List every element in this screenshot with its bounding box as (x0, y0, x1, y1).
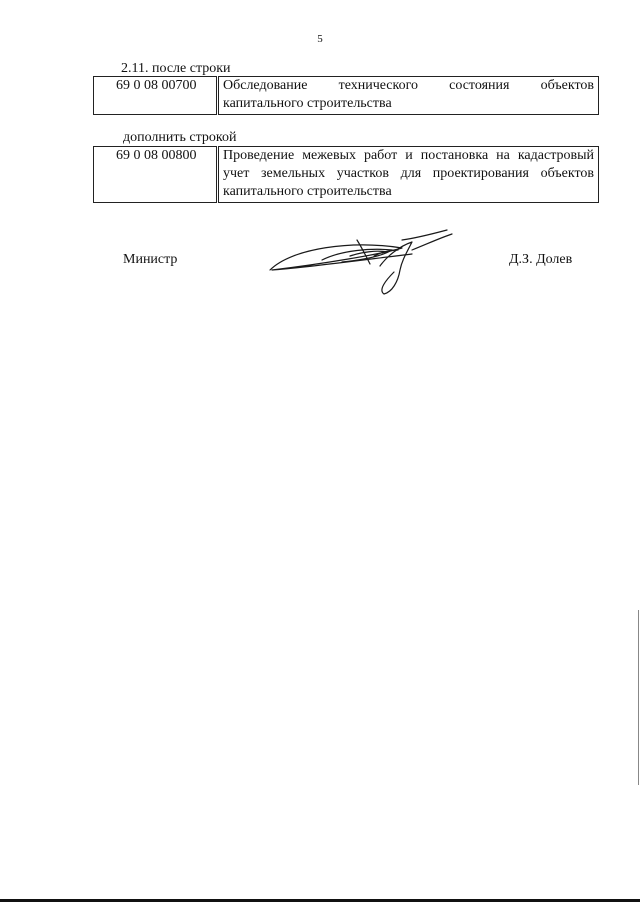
section-heading-add-line: дополнить строкой (123, 130, 237, 145)
section-heading-after-line: 2.11. после строки (121, 61, 231, 76)
existing-line-table (93, 76, 599, 115)
scan-bottom-bar (0, 899, 640, 902)
signatory-title: Министр (123, 252, 178, 267)
scan-edge-line (638, 610, 639, 785)
page-number: 5 (317, 33, 323, 45)
budget-code-cell: 69 0 08 00700 (94, 77, 218, 115)
handwritten-signature (262, 220, 462, 300)
new-line-table (93, 146, 599, 203)
description-cell: Проведение межевых работ и постановка на кадастровый учет земельных участков для проектирования объектов капитального строительства (218, 147, 599, 203)
table-row (94, 77, 599, 115)
table-row (94, 147, 599, 203)
budget-code-cell: 69 0 08 00800 (94, 147, 218, 203)
signatory-name: Д.З. Долев (509, 252, 573, 267)
description-cell: Обследование технического состояния объектов капитального строительства (218, 77, 599, 115)
